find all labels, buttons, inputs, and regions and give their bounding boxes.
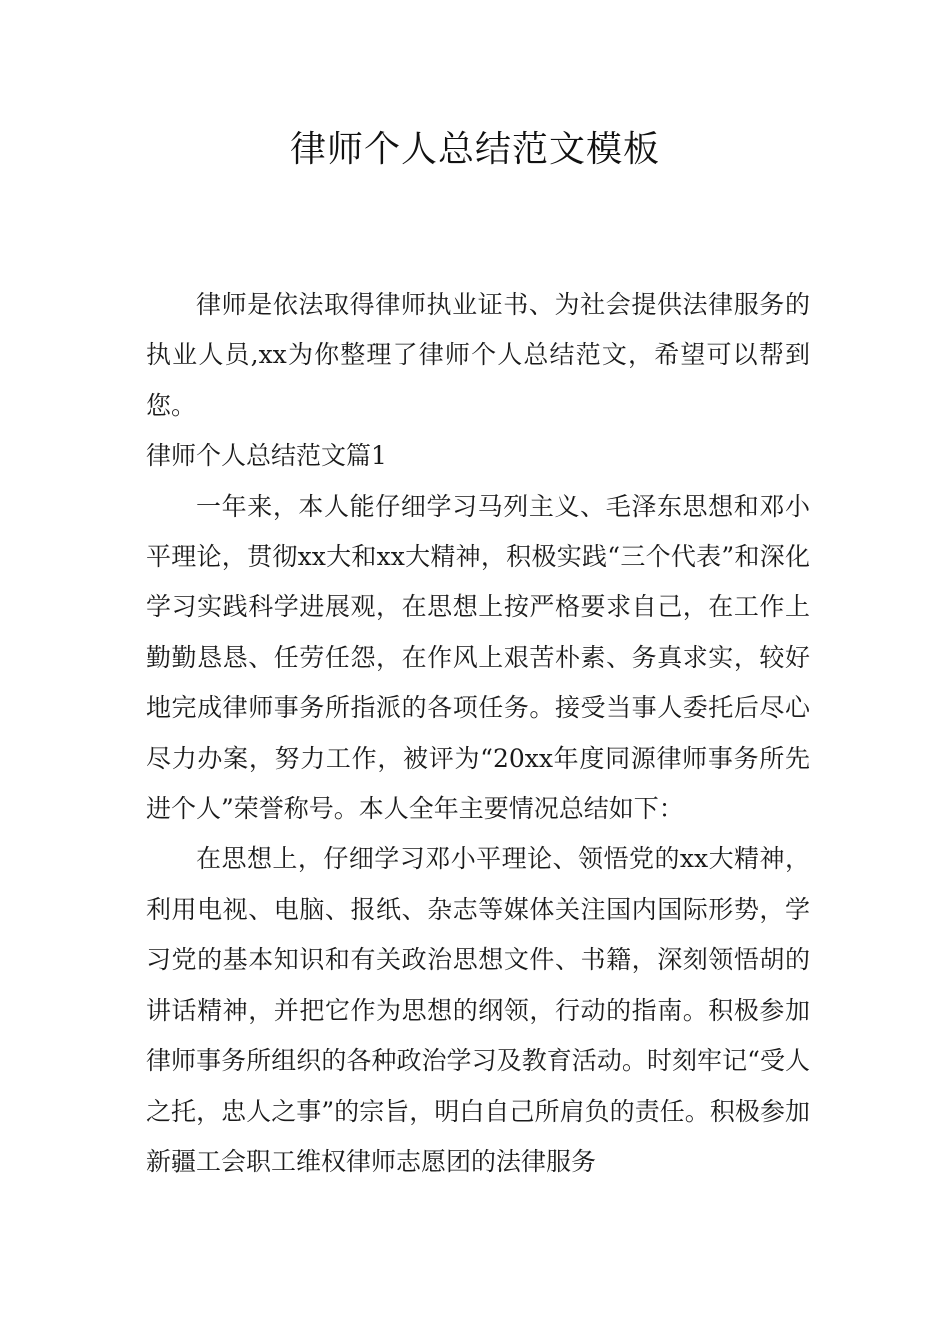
intro-paragraph: 律师是依法取得律师执业证书、为社会提供法律服务的执业人员,xx为你整理了律师个人总结范文，希望可以帮到您。 xyxy=(146,290,810,420)
document-title: 律师个人总结范文模板 xyxy=(289,129,660,170)
body-paragraph-2: 在思想上，仔细学习邓小平理论、领悟党的xx大精神，利用电视、电脑、报纸、杂志等媒体关注国内国际形势，学习党的基本知识和有关政治思想文件、书籍，深刻领悟胡的讲话精神，并把它作为思想的纲领，行动的指南。积极参加律师事务所组织的各种政治学习及教育活动。时刻牢记“受人之托，忠人之事”的宗旨，明白自己所肩负的责任。积极参加新疆工会职工维权律师志愿团的法律服务 xyxy=(146,844,810,1176)
body-paragraph-1: 一年来，本人能仔细学习马列主义、毛泽东思想和邓小平理论，贯彻xx大和xx大精神，积极实践“三个代表”和深化学习实践科学进展观，在思想上按严格要求自己，在工作上勤勤恳恳、任劳任怨，在作风上艰苦朴素、务真求实，较好地完成律师事务所指派的各项任务。接受当事人委托后尽心尽力办案，努力工作，被评为“20xx年度同源律师事务所先进个人”荣誉称号。本人全年主要情况总结如下： xyxy=(146,491,810,824)
section-heading: 律师个人总结范文篇1 xyxy=(146,441,387,471)
document-body xyxy=(146,280,810,1187)
